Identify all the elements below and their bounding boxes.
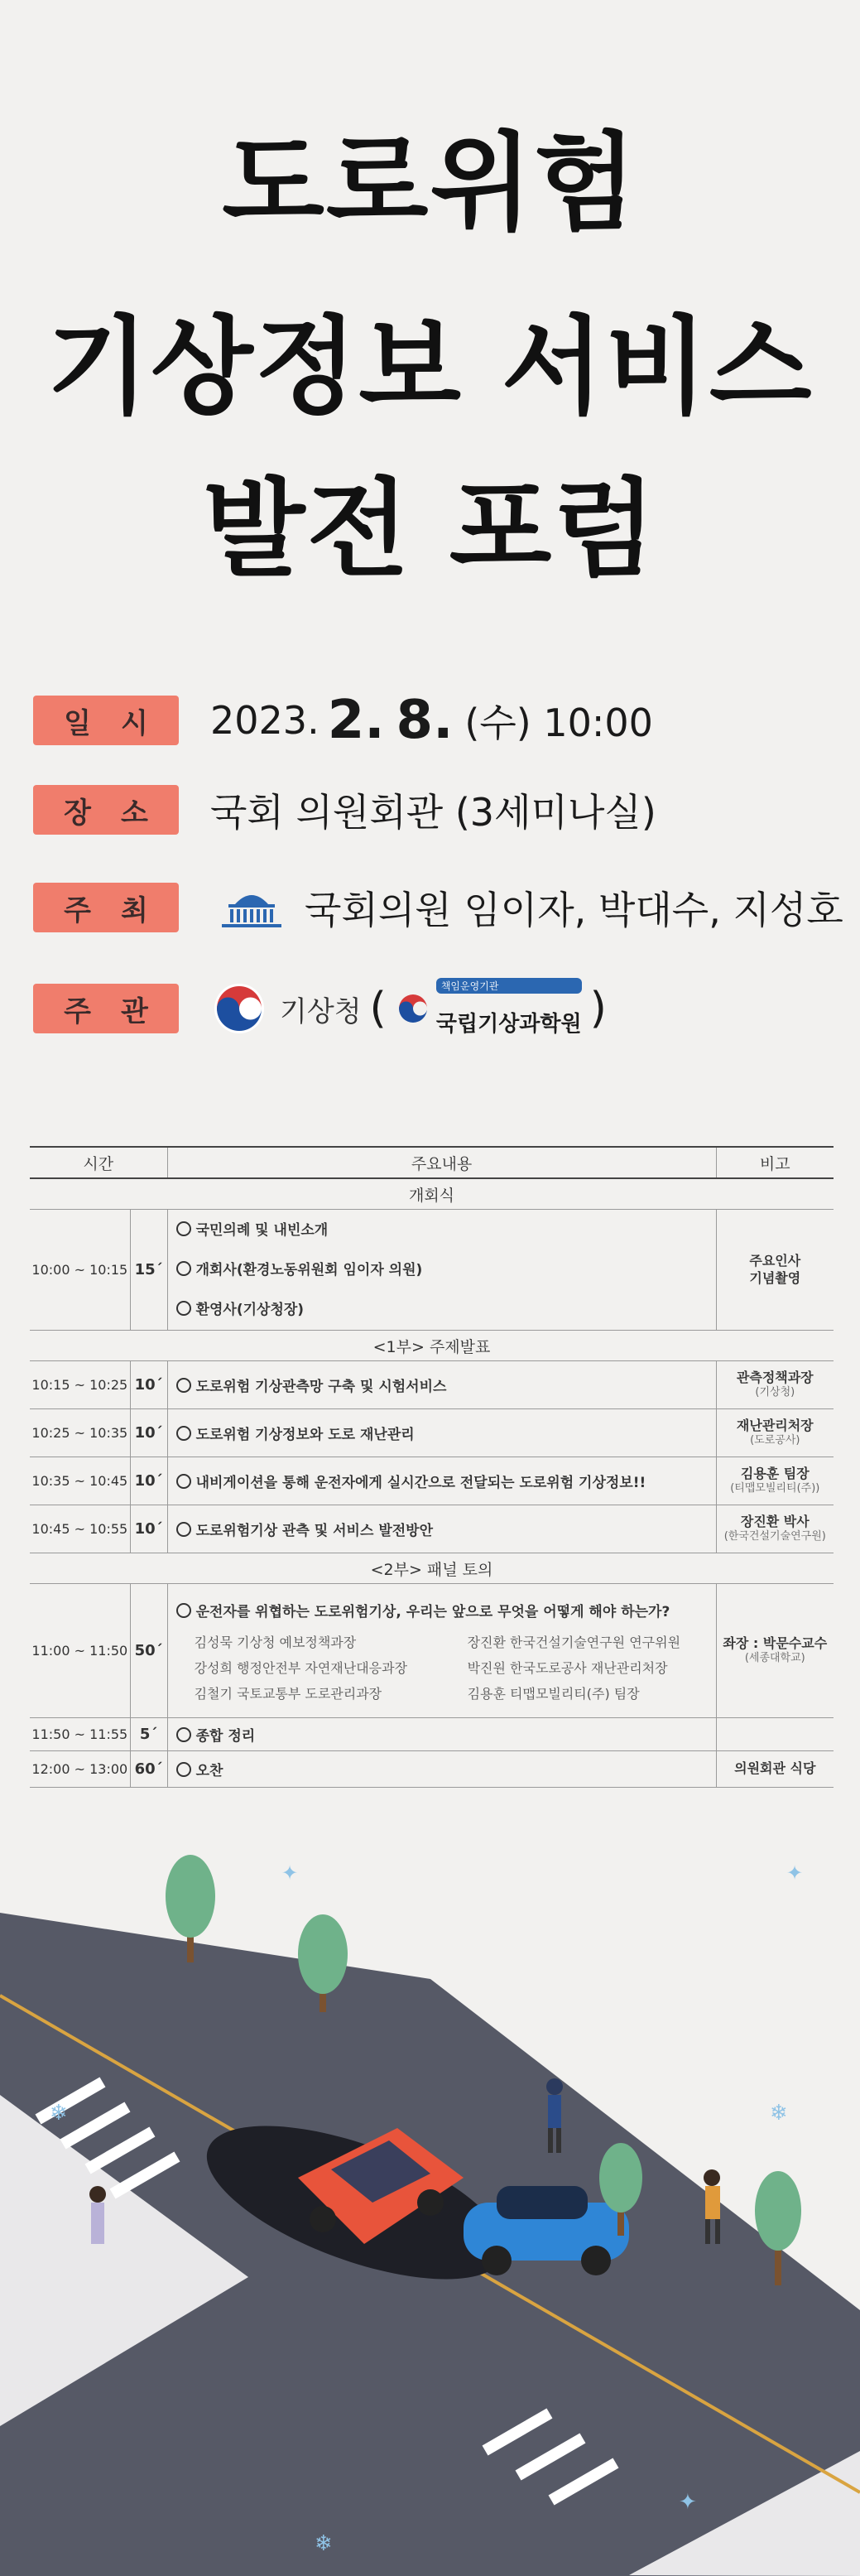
info-host-row: [33, 881, 843, 934]
info-date-row: [33, 690, 653, 751]
section-part1: <1부> 주제발표: [30, 1331, 834, 1361]
row-item: 내비게이션을 통해 운전자에게 실시간으로 전달되는 도로위험 기상정보!!: [167, 1457, 716, 1505]
row-note: 재난관리처장 (도로공사): [716, 1409, 834, 1457]
row-item: 도로위험 기상관측망 구축 및 시험서비스: [167, 1361, 716, 1409]
kma-logo-icon: [210, 980, 268, 1038]
circle-icon: [176, 1762, 191, 1777]
host-names: 국회의원 임이자, 박대수, 지성호: [305, 888, 843, 932]
row-items: [167, 1210, 716, 1331]
row-duration: 60´: [130, 1751, 167, 1788]
row-duration: 10´: [130, 1361, 167, 1409]
circle-icon: [176, 1426, 191, 1441]
list-item: 박진원 한국도로공사 재난관리처장: [467, 1659, 668, 1676]
svg-text:❄: ❄: [315, 2531, 333, 2556]
circle-icon: [176, 1727, 191, 1742]
header-time: 시간: [30, 1147, 167, 1178]
row-duration: 10´: [130, 1505, 167, 1553]
row-note: [716, 1718, 834, 1751]
row-panel: [167, 1584, 716, 1718]
row-time: 10:00 ~ 10:15: [30, 1210, 130, 1331]
host-value: [210, 880, 843, 935]
date-month: 2.: [327, 690, 385, 751]
open-paren: (: [369, 984, 387, 1033]
table-row: [30, 1584, 834, 1718]
organizer-value: [210, 978, 615, 1040]
table-header: [30, 1147, 834, 1178]
national-assembly-icon: [210, 884, 293, 931]
nimr-text: [436, 978, 582, 1040]
svg-text:❄: ❄: [50, 2101, 68, 2126]
panel-list: [176, 1632, 716, 1702]
row-item: 종합 정리: [167, 1718, 716, 1751]
header-note: 비고: [716, 1147, 834, 1178]
schedule-table: [30, 1146, 834, 1788]
table-row: [30, 1505, 834, 1553]
nimr-name: 국립기상과학원: [435, 1011, 582, 1037]
list-item: 강성희 행정안전부 자연재난대응과장: [194, 1659, 408, 1676]
row-note: 좌장 : 박문수교수 (세종대학교): [716, 1584, 834, 1718]
list-item: 김용훈 티맵모빌리티(주) 팀장: [467, 1685, 640, 1702]
row-time: 10:45 ~ 10:55: [30, 1505, 130, 1553]
person: [89, 2186, 106, 2244]
title-line-3: 발전 포럼: [202, 468, 658, 591]
date-rest: (수) 10:00: [464, 701, 653, 745]
row-note: 의원회관 식당: [716, 1751, 834, 1788]
row-item: 도로위험기상 관측 및 서비스 발전방안: [167, 1505, 716, 1553]
nimr-badge: 책임운영기관: [436, 978, 582, 994]
list-item: 환영사(기상청장): [176, 1290, 716, 1330]
circle-icon: [176, 1603, 191, 1618]
table-row: [30, 1210, 834, 1331]
list-item: 김철기 국토교통부 도로관리과장: [194, 1685, 382, 1702]
venue-value: 국회 의원회관 (3세미나실): [210, 790, 656, 835]
date-day: 8.: [396, 690, 454, 751]
row-note: 장진환 박사 (한국건설기술연구원): [716, 1505, 834, 1553]
row-duration: 50´: [130, 1584, 167, 1718]
svg-text:❄: ❄: [770, 2101, 788, 2126]
info-venue-row: [33, 783, 656, 836]
row-note: 관측정책과장 (기상청): [716, 1361, 834, 1409]
svg-text:✦: ✦: [679, 2490, 697, 2515]
row-time: 11:50 ~ 11:55: [30, 1718, 130, 1751]
table-row: [30, 1751, 834, 1788]
info-organizer-row: [33, 982, 615, 1035]
venue-label: 장소: [33, 785, 179, 835]
svg-text:✦: ✦: [786, 1861, 804, 1885]
section-opening: 개회식: [30, 1178, 834, 1210]
list-item: 국민의례 및 내빈소개: [176, 1211, 716, 1250]
title-line-1: 도로위험: [222, 122, 638, 245]
table-row: [30, 1409, 834, 1457]
list-item: 개회사(환경노동위원회 임이자 의원): [176, 1250, 716, 1290]
circle-icon: [176, 1301, 191, 1316]
panel-question: 운전자를 위협하는 도로위험기상, 우리는 앞으로 무엇을 어떻게 해야 하는가?: [176, 1600, 716, 1620]
table-row: [30, 1361, 834, 1409]
row-time: 12:00 ~ 13:00: [30, 1751, 130, 1788]
row-note: 주요인사 기념촬영: [716, 1210, 834, 1331]
nimr-logo: [395, 978, 582, 1040]
title-line-2: 기상정보 서비스: [46, 306, 814, 429]
row-time: 10:35 ~ 10:45: [30, 1457, 130, 1505]
circle-icon: [176, 1474, 191, 1489]
kma-name: 기상청: [280, 994, 362, 1028]
nimr-logo-icon: [395, 990, 431, 1027]
row-item: 도로위험 기상정보와 도로 재난관리: [167, 1409, 716, 1457]
circle-icon: [176, 1522, 191, 1537]
table-row: [30, 1457, 834, 1505]
table-row: [30, 1718, 834, 1751]
row-duration: 10´: [130, 1457, 167, 1505]
host-label: 주최: [33, 883, 179, 932]
circle-icon: [176, 1378, 191, 1393]
list-item: 장진환 한국건설기술연구원 연구위원: [467, 1634, 681, 1650]
circle-icon: [176, 1261, 191, 1276]
row-duration: 10´: [130, 1409, 167, 1457]
row-time: 10:25 ~ 10:35: [30, 1409, 130, 1457]
road-accident-illustration: [0, 1847, 860, 2576]
circle-icon: [176, 1221, 191, 1236]
date-value: [210, 690, 653, 751]
date-year: 2023.: [210, 698, 319, 743]
date-label: 일시: [33, 696, 179, 745]
row-note: 김용훈 팀장 (티맵모빌리티(주)): [716, 1457, 834, 1505]
row-time: 11:00 ~ 11:50: [30, 1584, 130, 1718]
svg-text:✦: ✦: [281, 1861, 299, 1885]
row-item: 오찬: [167, 1751, 716, 1788]
row-time: 10:15 ~ 10:25: [30, 1361, 130, 1409]
organizer-label: 주관: [33, 984, 179, 1033]
list-item: 김성묵 기상청 예보정책과장: [194, 1634, 357, 1650]
row-duration: 15´: [130, 1210, 167, 1331]
row-duration: 5´: [130, 1718, 167, 1751]
header-content: 주요내용: [167, 1147, 716, 1178]
section-part2: <2부> 패널 토의: [30, 1553, 834, 1584]
close-paren: ): [589, 984, 607, 1033]
